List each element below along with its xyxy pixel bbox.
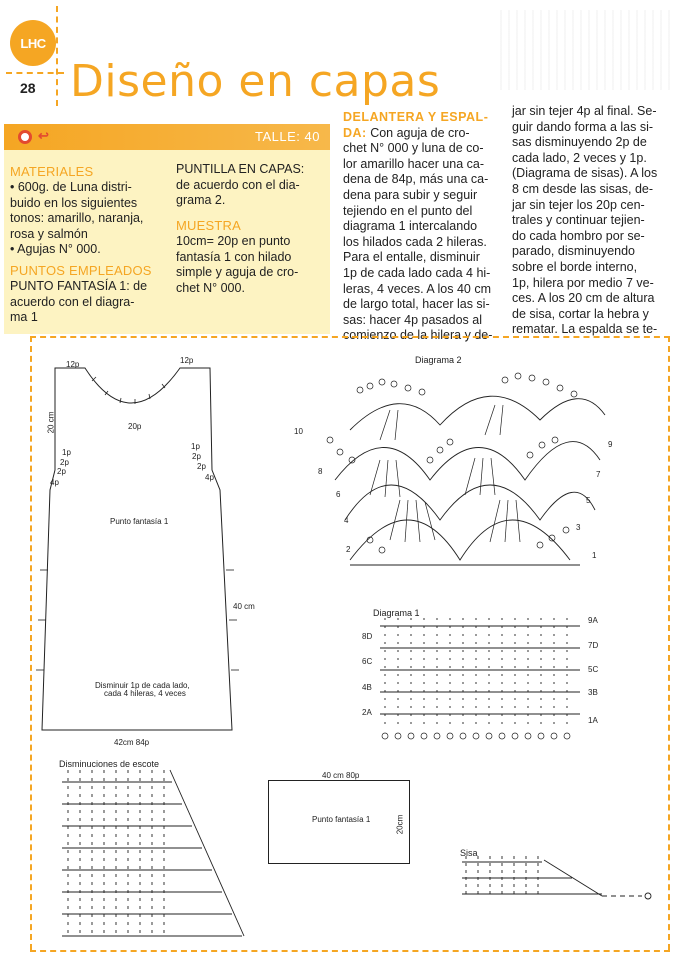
shoulder-left-label: 12p <box>66 360 80 369</box>
shoulder-right-label: 12p <box>180 356 194 365</box>
instruction-line: trales y continuar tejien- <box>512 213 645 228</box>
swatch-width-label: 40 cm 80p <box>322 771 360 780</box>
diagram-1-title: Diagrama 1 <box>373 608 420 618</box>
instruction-line: de largo total, hacer las si- <box>343 297 490 312</box>
materials-line: • Agujas N° 000. <box>10 242 101 256</box>
materials-line: buido en los siguientes <box>10 195 138 210</box>
edging-line: de acuerdo con el dia- <box>176 177 300 192</box>
page-number: 28 <box>20 80 36 96</box>
decrease-label: 2p <box>197 462 206 471</box>
stitch-grid <box>380 618 580 728</box>
gauge-line: chet N° 000. <box>176 280 245 295</box>
row-number: 8 <box>318 467 323 476</box>
body-stitch-label: Punto fantasía 1 <box>110 517 169 526</box>
decrease-label: 2p <box>60 458 69 467</box>
neckline-chart <box>58 770 258 942</box>
row-number: 10 <box>294 427 303 436</box>
stitches-line: PUNTO FANTASÍA 1: de <box>10 279 148 293</box>
diagram-2-title: Diagrama 2 <box>415 355 462 365</box>
decrease-label: 2p <box>192 452 201 461</box>
armhole-height-label: 20 cm <box>46 411 56 434</box>
scallop-row <box>345 485 595 520</box>
row-label: 8D <box>362 632 373 641</box>
instruction-line: ces. A los 20 cm de altura <box>512 291 655 306</box>
row-number: 4 <box>344 516 349 525</box>
diagram-1-chart <box>375 618 585 744</box>
instruction-line: dena de 84p, más una ca- <box>343 172 489 187</box>
instruction-line: 8 cm desde las sisas, de- <box>512 181 654 196</box>
materials-heading: MATERIALES <box>10 164 94 179</box>
decrease-label: 2p <box>57 467 66 476</box>
instruction-line: tejiendo en el punto del <box>343 203 473 218</box>
decrease-label: 4p <box>205 473 214 482</box>
row-number: 3 <box>576 523 581 532</box>
instruction-line: guir dando forma a las si- <box>512 119 654 134</box>
chain-row <box>382 733 570 739</box>
materials-line: rosa y salmón <box>10 226 88 241</box>
instruction-line: sobre el borde interno, <box>512 259 638 274</box>
gauge-heading: MUESTRA <box>176 218 241 233</box>
row-label: 5C <box>588 665 599 674</box>
instruction-line: Para el entalle, disminuir <box>343 250 480 265</box>
neck-label: 20p <box>128 422 142 431</box>
row-label: 3B <box>588 688 598 697</box>
row-number: 9 <box>608 440 613 449</box>
row-label: 9A <box>588 616 598 625</box>
stitch-marks <box>327 373 577 553</box>
edging-line: PUNTILLA EN CAPAS: <box>176 162 305 176</box>
instruction-line: diagrama 1 intercalando <box>343 219 478 234</box>
instruction-line: do cada hombro por se- <box>512 228 645 243</box>
scallop-row <box>350 396 605 430</box>
instruction-line: 1p, hilera por medio 7 ve- <box>512 275 654 290</box>
instruction-line: los hilados cada 2 hileras. <box>343 234 487 249</box>
row-label: 7D <box>588 641 599 650</box>
scallop-row <box>350 520 570 560</box>
stitches-line: acuerdo con el diagra- <box>10 294 135 309</box>
gauge-line: 10cm= 20p en punto <box>176 234 291 248</box>
row-label: 6C <box>362 657 373 666</box>
row-number: 7 <box>596 470 601 479</box>
decrease-label: 1p <box>191 442 200 451</box>
diagram-2-chart <box>290 360 620 582</box>
edging-line: grama 2. <box>176 193 226 207</box>
materials-line: • 600g. de Luna distri- <box>10 180 132 194</box>
page-title: Diseño en capas <box>70 56 441 107</box>
instruction-line: jar sin tejer 4p al final. Se- <box>512 104 657 118</box>
instruction-line: 1p de cada lado cada 4 hi- <box>343 265 491 280</box>
swatch-label: Punto fantasía 1 <box>312 815 371 824</box>
sisa-title: Sisa <box>460 848 478 858</box>
gauge-line: simple y aguja de cro- <box>176 265 299 279</box>
row-number: 2 <box>346 545 351 554</box>
materials-line: tonos: amarillo, naranja, <box>10 211 144 225</box>
stitches-line: ma 1 <box>10 310 38 324</box>
sisa-chart <box>460 856 656 902</box>
length-label: 40 cm <box>233 602 255 611</box>
hook-icon: ↩ <box>38 128 49 143</box>
decrease-note: Disminuir 1p de cada lado, <box>95 681 190 690</box>
scallop-row <box>335 442 600 480</box>
gauge-line: fantasía 1 con hilado <box>176 249 292 264</box>
instruction-line: comienzo de la hilera y de- <box>343 328 493 343</box>
row-number: 5 <box>586 496 591 505</box>
bottom-width-label: 42cm 84p <box>114 738 150 747</box>
decrease-label: 1p <box>62 448 71 457</box>
row-label: 1A <box>588 716 598 725</box>
size-label: TALLE: 40 <box>255 129 320 144</box>
instruction-line: cada lado, 2 veces y 1p. <box>512 150 647 165</box>
instruction-line: sas disminuyendo 2p de <box>512 135 647 150</box>
instruction-line: rematar. La espalda se te- <box>512 322 658 337</box>
brand-logo: LHC <box>10 20 56 66</box>
swatch-height-label: 20cm <box>395 814 405 835</box>
stitches-heading: PUNTOS EMPLEADOS <box>10 263 152 278</box>
instruction-line: parado, disminuyendo <box>512 244 635 259</box>
stitch-grid <box>62 770 244 936</box>
instruction-line: de sisa, cortar la hebra y <box>512 306 649 321</box>
neckline-title: Disminuciones de escote <box>59 759 160 769</box>
instruction-line: lor amarillo hacer una ca- <box>343 156 485 171</box>
row-label: 4B <box>362 683 372 692</box>
instruction-line: (Diagrama de sisas). A los <box>512 166 658 181</box>
decrease-label: 4p <box>50 478 59 487</box>
row-number: 6 <box>336 490 341 499</box>
instruction-text: Con aguja de cro- <box>366 125 470 140</box>
section-heading: DA: <box>343 125 367 140</box>
decrease-note: cada 4 hileras, 4 veces <box>104 689 186 698</box>
row-label: 2A <box>362 708 372 717</box>
instruction-line: dena para subir y seguir <box>343 187 478 202</box>
section-heading: DELANTERA Y ESPAL- <box>343 110 489 124</box>
instruction-line: jar sin tejer los 20p cen- <box>512 197 645 212</box>
instruction-line: sas: hacer 4p pasados al <box>343 312 482 327</box>
instruction-line: leras, 4 veces. A los 40 cm <box>343 281 491 296</box>
stitch-grid <box>462 856 651 899</box>
row-number: 1 <box>592 551 597 560</box>
instruction-line: chet N° 000 y luna de co- <box>343 141 484 156</box>
